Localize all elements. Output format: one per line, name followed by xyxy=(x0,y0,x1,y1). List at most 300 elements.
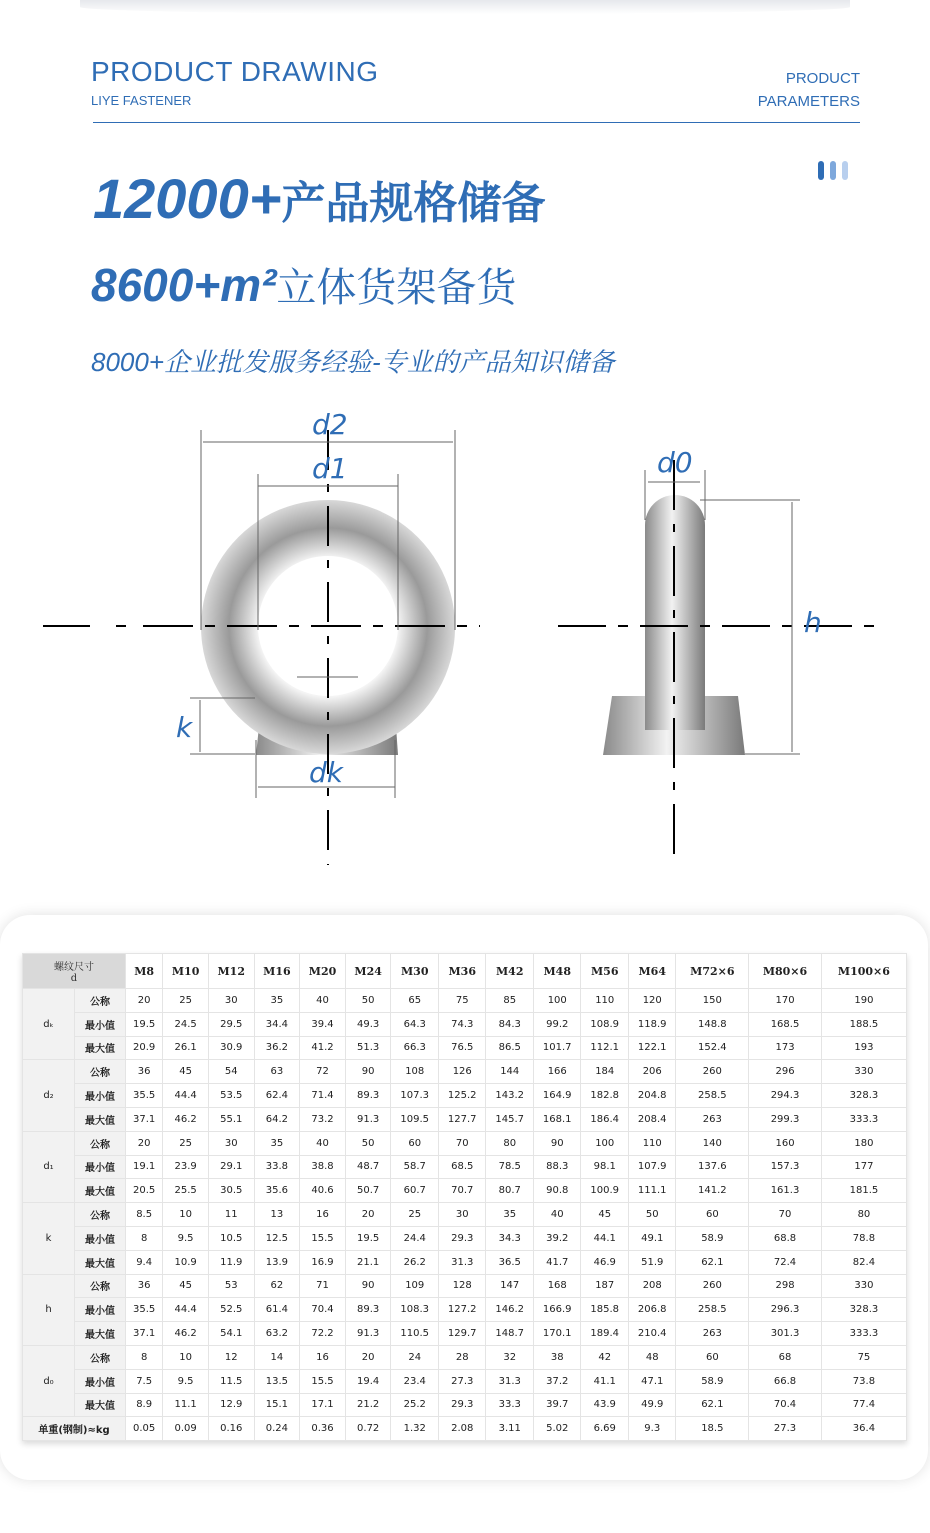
table-cell: 58.7 xyxy=(391,1155,439,1179)
table-cell: 108.9 xyxy=(581,1012,629,1036)
table-cell: 49.3 xyxy=(345,1012,391,1036)
table-cell: 29.1 xyxy=(208,1155,254,1179)
table-cell: 25 xyxy=(163,989,209,1013)
table-cell: 30 xyxy=(438,1203,486,1227)
table-cell: 189.4 xyxy=(581,1322,629,1346)
weight-cell: 0.09 xyxy=(163,1417,209,1441)
table-cell: 110.5 xyxy=(391,1322,439,1346)
table-cell: 9.5 xyxy=(163,1226,209,1250)
table-cell: 41.7 xyxy=(533,1250,581,1274)
table-cell: 63.2 xyxy=(254,1322,300,1346)
table-cell: 70.4 xyxy=(749,1393,822,1417)
table-cell: 39.4 xyxy=(300,1012,346,1036)
table-cell: 39.7 xyxy=(533,1393,581,1417)
table-cell: 19.5 xyxy=(345,1226,391,1250)
group-label: h xyxy=(23,1274,75,1345)
table-cell: 91.3 xyxy=(345,1322,391,1346)
table-cell: 20 xyxy=(126,989,163,1013)
headline-specs xyxy=(93,166,545,231)
table-cell: 11.1 xyxy=(163,1393,209,1417)
table-cell: 60 xyxy=(676,1203,749,1227)
size-header: M48 xyxy=(533,954,581,989)
weight-cell: 0.72 xyxy=(345,1417,391,1441)
table-cell: 58.9 xyxy=(676,1226,749,1250)
table-cell: 72.4 xyxy=(749,1250,822,1274)
weight-cell: 0.16 xyxy=(208,1417,254,1441)
table-cell: 99.2 xyxy=(533,1012,581,1036)
weight-cell: 0.24 xyxy=(254,1417,300,1441)
table-cell: 168 xyxy=(533,1274,581,1298)
table-cell: 8 xyxy=(126,1345,163,1369)
size-header: M72×6 xyxy=(676,954,749,989)
table-cell: 24.4 xyxy=(391,1226,439,1250)
table-row xyxy=(23,1107,907,1131)
sub-label: 最小值 xyxy=(75,1226,126,1250)
table-cell: 75 xyxy=(821,1345,906,1369)
table-cell: 122.1 xyxy=(628,1036,676,1060)
table-cell: 143.2 xyxy=(486,1084,534,1108)
table-cell: 328.3 xyxy=(821,1084,906,1108)
table-cell: 258.5 xyxy=(676,1084,749,1108)
table-cell: 40 xyxy=(300,1131,346,1155)
weight-cell: 0.05 xyxy=(126,1417,163,1441)
headline-specs-number: 12000+ xyxy=(93,167,282,230)
table-cell: 44.1 xyxy=(581,1226,629,1250)
table-cell: 66.8 xyxy=(749,1369,822,1393)
table-cell: 110 xyxy=(628,1131,676,1155)
table-cell: 98.1 xyxy=(581,1155,629,1179)
table-cell: 90 xyxy=(345,1274,391,1298)
table-cell: 168.1 xyxy=(533,1107,581,1131)
table-cell: 35.6 xyxy=(254,1179,300,1203)
table-cell: 65 xyxy=(391,989,439,1013)
table-cell: 45 xyxy=(163,1060,209,1084)
table-cell: 48.7 xyxy=(345,1155,391,1179)
table-cell: 82.4 xyxy=(821,1250,906,1274)
size-header: M36 xyxy=(438,954,486,989)
table-header-row xyxy=(23,954,907,989)
sub-label: 最小值 xyxy=(75,1084,126,1108)
table-cell: 16 xyxy=(300,1203,346,1227)
table-cell: 180 xyxy=(821,1131,906,1155)
size-header: M30 xyxy=(391,954,439,989)
table-cell: 127.7 xyxy=(438,1107,486,1131)
table-cell: 60 xyxy=(391,1131,439,1155)
table-cell: 58.9 xyxy=(676,1369,749,1393)
table-cell: 166 xyxy=(533,1060,581,1084)
table-cell: 108.3 xyxy=(391,1298,439,1322)
table-cell: 208.4 xyxy=(628,1107,676,1131)
table-cell: 84.3 xyxy=(486,1012,534,1036)
right-label-line1: PRODUCT xyxy=(785,70,860,87)
table-cell: 150 xyxy=(676,989,749,1013)
table-cell: 36.2 xyxy=(254,1036,300,1060)
table-cell: 157.3 xyxy=(749,1155,822,1179)
table-cell: 55.1 xyxy=(208,1107,254,1131)
table-cell: 33.8 xyxy=(254,1155,300,1179)
table-cell: 53 xyxy=(208,1274,254,1298)
table-cell: 29.3 xyxy=(438,1226,486,1250)
size-header: M10 xyxy=(163,954,209,989)
table-row xyxy=(23,1084,907,1108)
table-cell: 20.5 xyxy=(126,1179,163,1203)
headline-warehouse-number: 8600+m² xyxy=(91,259,277,311)
table-cell: 15.1 xyxy=(254,1393,300,1417)
table-cell: 19.5 xyxy=(126,1012,163,1036)
table-cell: 28 xyxy=(438,1345,486,1369)
table-cell: 68 xyxy=(749,1345,822,1369)
table-cell: 101.7 xyxy=(533,1036,581,1060)
table-cell: 31.3 xyxy=(486,1369,534,1393)
table-cell: 298 xyxy=(749,1274,822,1298)
table-cell: 60 xyxy=(676,1345,749,1369)
table-cell: 13.5 xyxy=(254,1369,300,1393)
table-cell: 127.2 xyxy=(438,1298,486,1322)
table-cell: 68.8 xyxy=(749,1226,822,1250)
size-header: M20 xyxy=(300,954,346,989)
table-cell: 80 xyxy=(486,1131,534,1155)
table-cell: 120 xyxy=(628,989,676,1013)
sub-label: 公称 xyxy=(75,1345,126,1369)
table-cell: 71.4 xyxy=(300,1084,346,1108)
table-row xyxy=(23,1012,907,1036)
table-cell: 90.8 xyxy=(533,1179,581,1203)
table-cell: 148.8 xyxy=(676,1012,749,1036)
table-cell: 19.1 xyxy=(126,1155,163,1179)
table-cell: 46.2 xyxy=(163,1107,209,1131)
table-cell: 260 xyxy=(676,1060,749,1084)
table-cell: 42 xyxy=(581,1345,629,1369)
table-cell: 88.3 xyxy=(533,1155,581,1179)
table-cell: 112.1 xyxy=(581,1036,629,1060)
table-row xyxy=(23,1345,907,1369)
table-cell: 36.5 xyxy=(486,1250,534,1274)
table-cell: 328.3 xyxy=(821,1298,906,1322)
table-cell: 11.9 xyxy=(208,1250,254,1274)
table-cell: 50 xyxy=(345,989,391,1013)
group-label: d₂ xyxy=(23,1060,75,1131)
label-d2: d2 xyxy=(312,408,348,441)
size-header: M24 xyxy=(345,954,391,989)
table-cell: 41.1 xyxy=(581,1369,629,1393)
table-cell: 9.5 xyxy=(163,1369,209,1393)
table-cell: 50 xyxy=(628,1203,676,1227)
table-cell: 62.1 xyxy=(676,1393,749,1417)
size-header: M100×6 xyxy=(821,954,906,989)
table-cell: 294.3 xyxy=(749,1084,822,1108)
table-cell: 36 xyxy=(126,1274,163,1298)
sub-label: 最大值 xyxy=(75,1036,126,1060)
table-cell: 86.5 xyxy=(486,1036,534,1060)
table-cell: 8.5 xyxy=(126,1203,163,1227)
table-cell: 208 xyxy=(628,1274,676,1298)
table-cell: 61.4 xyxy=(254,1298,300,1322)
right-label-line2: PARAMETERS xyxy=(757,93,860,110)
table-cell: 15.5 xyxy=(300,1226,346,1250)
table-cell: 109 xyxy=(391,1274,439,1298)
table-cell: 164.9 xyxy=(533,1084,581,1108)
table-cell: 12 xyxy=(208,1345,254,1369)
table-cell: 37.2 xyxy=(533,1369,581,1393)
size-header: M80×6 xyxy=(749,954,822,989)
size-header: M12 xyxy=(208,954,254,989)
table-cell: 11 xyxy=(208,1203,254,1227)
table-cell: 35.5 xyxy=(126,1084,163,1108)
table-cell: 30 xyxy=(208,989,254,1013)
table-cell: 73.2 xyxy=(300,1107,346,1131)
decorative-bars-icon xyxy=(818,161,848,180)
table-cell: 30.5 xyxy=(208,1179,254,1203)
table-cell: 166.9 xyxy=(533,1298,581,1322)
table-cell: 74.3 xyxy=(438,1012,486,1036)
table-cell: 330 xyxy=(821,1060,906,1084)
table-cell: 91.3 xyxy=(345,1107,391,1131)
table-row xyxy=(23,989,907,1013)
table-cell: 20 xyxy=(345,1203,391,1227)
corner-bottom: d xyxy=(70,973,78,984)
table-cell: 13 xyxy=(254,1203,300,1227)
table-cell: 12.5 xyxy=(254,1226,300,1250)
table-cell: 24 xyxy=(391,1345,439,1369)
table-cell: 29.5 xyxy=(208,1012,254,1036)
group-label: d₀ xyxy=(23,1345,75,1416)
table-cell: 32 xyxy=(486,1345,534,1369)
table-cell: 23.4 xyxy=(391,1369,439,1393)
table-cell: 161.3 xyxy=(749,1179,822,1203)
table-cell: 35 xyxy=(254,1131,300,1155)
table-cell: 70 xyxy=(438,1131,486,1155)
table-cell: 71 xyxy=(300,1274,346,1298)
table-cell: 129.7 xyxy=(438,1322,486,1346)
table-cell: 7.5 xyxy=(126,1369,163,1393)
table-cell: 118.9 xyxy=(628,1012,676,1036)
table-cell: 100 xyxy=(533,989,581,1013)
table-cell: 21.1 xyxy=(345,1250,391,1274)
table-cell: 260 xyxy=(676,1274,749,1298)
table-cell: 45 xyxy=(581,1203,629,1227)
table-cell: 100 xyxy=(581,1131,629,1155)
table-cell: 184 xyxy=(581,1060,629,1084)
table-cell: 78.8 xyxy=(821,1226,906,1250)
table-cell: 190 xyxy=(821,989,906,1013)
table-cell: 25.5 xyxy=(163,1179,209,1203)
table-cell: 147 xyxy=(486,1274,534,1298)
sub-label: 公称 xyxy=(75,1060,126,1084)
weight-row xyxy=(23,1417,907,1441)
table-cell: 140 xyxy=(676,1131,749,1155)
table-cell: 78.5 xyxy=(486,1155,534,1179)
table-row xyxy=(23,1131,907,1155)
corner-top: 螺纹尺寸 xyxy=(54,962,94,973)
table-cell: 37.1 xyxy=(126,1107,163,1131)
weight-cell: 36.4 xyxy=(821,1417,906,1441)
table-cell: 186.4 xyxy=(581,1107,629,1131)
table-cell: 258.5 xyxy=(676,1298,749,1322)
table-cell: 49.9 xyxy=(628,1393,676,1417)
table-cell: 27.3 xyxy=(438,1369,486,1393)
table-cell: 62.4 xyxy=(254,1084,300,1108)
table-cell: 73.8 xyxy=(821,1369,906,1393)
table-cell: 26.1 xyxy=(163,1036,209,1060)
table-cell: 75 xyxy=(438,989,486,1013)
table-cell: 333.3 xyxy=(821,1322,906,1346)
side-view xyxy=(558,446,886,865)
table-cell: 299.3 xyxy=(749,1107,822,1131)
table-cell: 10.9 xyxy=(163,1250,209,1274)
sub-label: 公称 xyxy=(75,989,126,1013)
table-cell: 170.1 xyxy=(533,1322,581,1346)
sub-label: 最大值 xyxy=(75,1393,126,1417)
table-cell: 33.3 xyxy=(486,1393,534,1417)
table-cell: 62 xyxy=(254,1274,300,1298)
table-cell: 8 xyxy=(126,1226,163,1250)
table-row xyxy=(23,1298,907,1322)
header-divider xyxy=(93,122,860,123)
table-cell: 48 xyxy=(628,1345,676,1369)
sub-label: 最小值 xyxy=(75,1012,126,1036)
table-cell: 77.4 xyxy=(821,1393,906,1417)
table-cell: 20 xyxy=(345,1345,391,1369)
table-row xyxy=(23,1393,907,1417)
table-row xyxy=(23,1203,907,1227)
table-cell: 204.8 xyxy=(628,1084,676,1108)
table-cell: 25.2 xyxy=(391,1393,439,1417)
table-cell: 10 xyxy=(163,1345,209,1369)
table-cell: 80.7 xyxy=(486,1179,534,1203)
table-cell: 40 xyxy=(300,989,346,1013)
table-cell: 89.3 xyxy=(345,1084,391,1108)
group-label: dₖ xyxy=(23,989,75,1060)
table-cell: 89.3 xyxy=(345,1298,391,1322)
table-cell: 20 xyxy=(126,1131,163,1155)
table-cell: 40.6 xyxy=(300,1179,346,1203)
table-cell: 296 xyxy=(749,1060,822,1084)
parameter-table xyxy=(22,953,907,1441)
table-row xyxy=(23,1179,907,1203)
table-cell: 37.1 xyxy=(126,1322,163,1346)
table-cell: 10 xyxy=(163,1203,209,1227)
table-cell: 24.5 xyxy=(163,1012,209,1036)
table-cell: 210.4 xyxy=(628,1322,676,1346)
table-cell: 25 xyxy=(391,1203,439,1227)
sub-label: 公称 xyxy=(75,1203,126,1227)
section-right-label xyxy=(758,67,860,113)
table-cell: 35 xyxy=(254,989,300,1013)
table-cell: 46.9 xyxy=(581,1250,629,1274)
table-row xyxy=(23,1322,907,1346)
table-cell: 301.3 xyxy=(749,1322,822,1346)
table-cell: 14 xyxy=(254,1345,300,1369)
table-cell: 49.1 xyxy=(628,1226,676,1250)
table-cell: 206.8 xyxy=(628,1298,676,1322)
top-shadow xyxy=(80,0,850,14)
table-cell: 141.2 xyxy=(676,1179,749,1203)
table-cell: 51.9 xyxy=(628,1250,676,1274)
size-header: M16 xyxy=(254,954,300,989)
headline-specs-text: 产品规格储备 xyxy=(281,179,546,228)
table-cell: 70.4 xyxy=(300,1298,346,1322)
table-cell: 90 xyxy=(345,1060,391,1084)
table-cell: 152.4 xyxy=(676,1036,749,1060)
table-cell: 29.3 xyxy=(438,1393,486,1417)
table-cell: 34.3 xyxy=(486,1226,534,1250)
table-cell: 126 xyxy=(438,1060,486,1084)
weight-cell: 27.3 xyxy=(749,1417,822,1441)
table-cell: 170 xyxy=(749,989,822,1013)
table-cell: 68.5 xyxy=(438,1155,486,1179)
table-cell: 9.4 xyxy=(126,1250,163,1274)
size-header: M42 xyxy=(486,954,534,989)
table-cell: 13.9 xyxy=(254,1250,300,1274)
table-row xyxy=(23,1274,907,1298)
weight-cell: 0.36 xyxy=(300,1417,346,1441)
table-cell: 21.2 xyxy=(345,1393,391,1417)
table-row xyxy=(23,1369,907,1393)
table-cell: 19.4 xyxy=(345,1369,391,1393)
table-cell: 46.2 xyxy=(163,1322,209,1346)
headline-warehouse-text: 立体货架备货 xyxy=(276,266,517,310)
group-label: k xyxy=(23,1203,75,1274)
table-cell: 30.9 xyxy=(208,1036,254,1060)
table-cell: 35.5 xyxy=(126,1298,163,1322)
sub-label: 最小值 xyxy=(75,1369,126,1393)
sub-label: 最大值 xyxy=(75,1107,126,1131)
label-h: h xyxy=(804,606,822,639)
weight-cell: 1.32 xyxy=(391,1417,439,1441)
group-label: d₁ xyxy=(23,1131,75,1202)
table-cell: 23.9 xyxy=(163,1155,209,1179)
table-cell: 185.8 xyxy=(581,1298,629,1322)
table-cell: 12.9 xyxy=(208,1393,254,1417)
weight-label: 单重(钢制)≈kg xyxy=(23,1417,126,1441)
table-cell: 17.1 xyxy=(300,1393,346,1417)
table-cell: 50.7 xyxy=(345,1179,391,1203)
table-cell: 52.5 xyxy=(208,1298,254,1322)
table-cell: 8.9 xyxy=(126,1393,163,1417)
table-row xyxy=(23,1155,907,1179)
size-header: M56 xyxy=(581,954,629,989)
table-cell: 60.7 xyxy=(391,1179,439,1203)
label-d0: d0 xyxy=(657,446,693,479)
table-cell: 187 xyxy=(581,1274,629,1298)
table-cell: 206 xyxy=(628,1060,676,1084)
table-cell: 26.2 xyxy=(391,1250,439,1274)
table-cell: 30 xyxy=(208,1131,254,1155)
table-cell: 64.3 xyxy=(391,1012,439,1036)
weight-cell: 18.5 xyxy=(676,1417,749,1441)
table-row xyxy=(23,1250,907,1274)
table-cell: 181.5 xyxy=(821,1179,906,1203)
table-cell: 53.5 xyxy=(208,1084,254,1108)
weight-cell: 5.02 xyxy=(533,1417,581,1441)
table-cell: 35 xyxy=(486,1203,534,1227)
sub-label: 最小值 xyxy=(75,1155,126,1179)
label-k: k xyxy=(176,711,193,744)
table-cell: 193 xyxy=(821,1036,906,1060)
table-cell: 128 xyxy=(438,1274,486,1298)
headline-warehouse xyxy=(91,256,516,313)
table-cell: 160 xyxy=(749,1131,822,1155)
table-cell: 107.3 xyxy=(391,1084,439,1108)
table-cell: 100.9 xyxy=(581,1179,629,1203)
table-cell: 64.2 xyxy=(254,1107,300,1131)
sub-label: 最大值 xyxy=(75,1322,126,1346)
table-cell: 38.8 xyxy=(300,1155,346,1179)
table-cell: 44.4 xyxy=(163,1084,209,1108)
table-cell: 263 xyxy=(676,1322,749,1346)
sub-label: 公称 xyxy=(75,1131,126,1155)
table-cell: 330 xyxy=(821,1274,906,1298)
